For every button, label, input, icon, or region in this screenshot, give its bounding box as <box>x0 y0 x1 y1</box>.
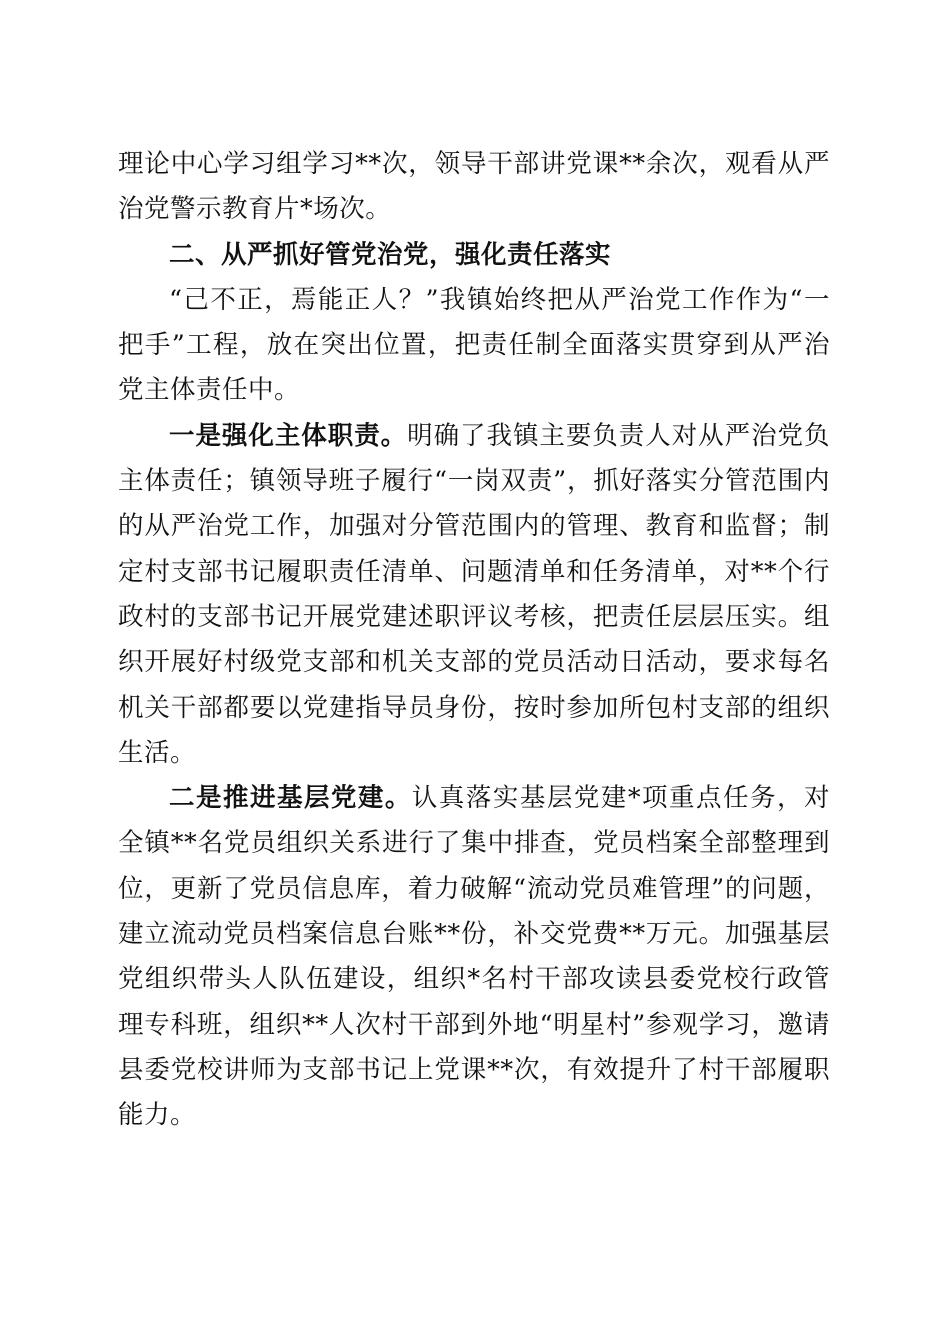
paragraph-point-2 <box>118 776 830 1138</box>
document-body <box>118 142 830 1139</box>
point-1-body: 明确了我镇主要负责人对从严治党负主体责任；镇领导班子履行“一岗双责”，抓好落实分管范围内的从严治党工作，加强对分管范围内的管理、教育和监督；制定村支部书记履职责任清单、问题清单和任务清单，对**个行政村的支部书记开展党建述职评议考核，把责任层层压实。组织开展好村级党支部和机关支部的党员活动日活动，要求每名机关干部都要以党建指导员身份，按时参加所包村支部的组织生活。 <box>118 420 830 768</box>
paragraph-intro: “己不正，焉能正人？”我镇始终把从严治党工作作为“一把手”工程，放在突出位置，把责任制全面落实贯穿到从严治党主体责任中。 <box>118 284 830 406</box>
paragraph-continued: 理论中心学习组学习**次，领导干部讲党课**余次，观看从严治党警示教育片*场次。 <box>118 149 830 225</box>
point-1-lead: 一是强化主体职责。 <box>169 420 408 451</box>
section-heading-2: 二、从严抓好管党治党，强化责任落实 <box>169 239 612 270</box>
paragraph-point-1 <box>118 414 830 776</box>
point-2-body: 认真落实基层党建*项重点任务，对全镇**名党员组织关系进行了集中排查，党员档案全部整理到位，更新了党员信息库，着力破解“流动党员难管理”的问题，建立流动党员档案信息台账**份，补交党费**万元。加强基层党组织带头人队伍建设，组织*名村干部攻读县委党校行政管理专科班，组织**人次村干部到外地“明星村”参观学习，邀请县委党校讲师为支部书记上党课**次，有效提升了村干部履职能力。 <box>118 783 830 1131</box>
point-2-lead: 二是推进基层党建。 <box>169 783 412 814</box>
